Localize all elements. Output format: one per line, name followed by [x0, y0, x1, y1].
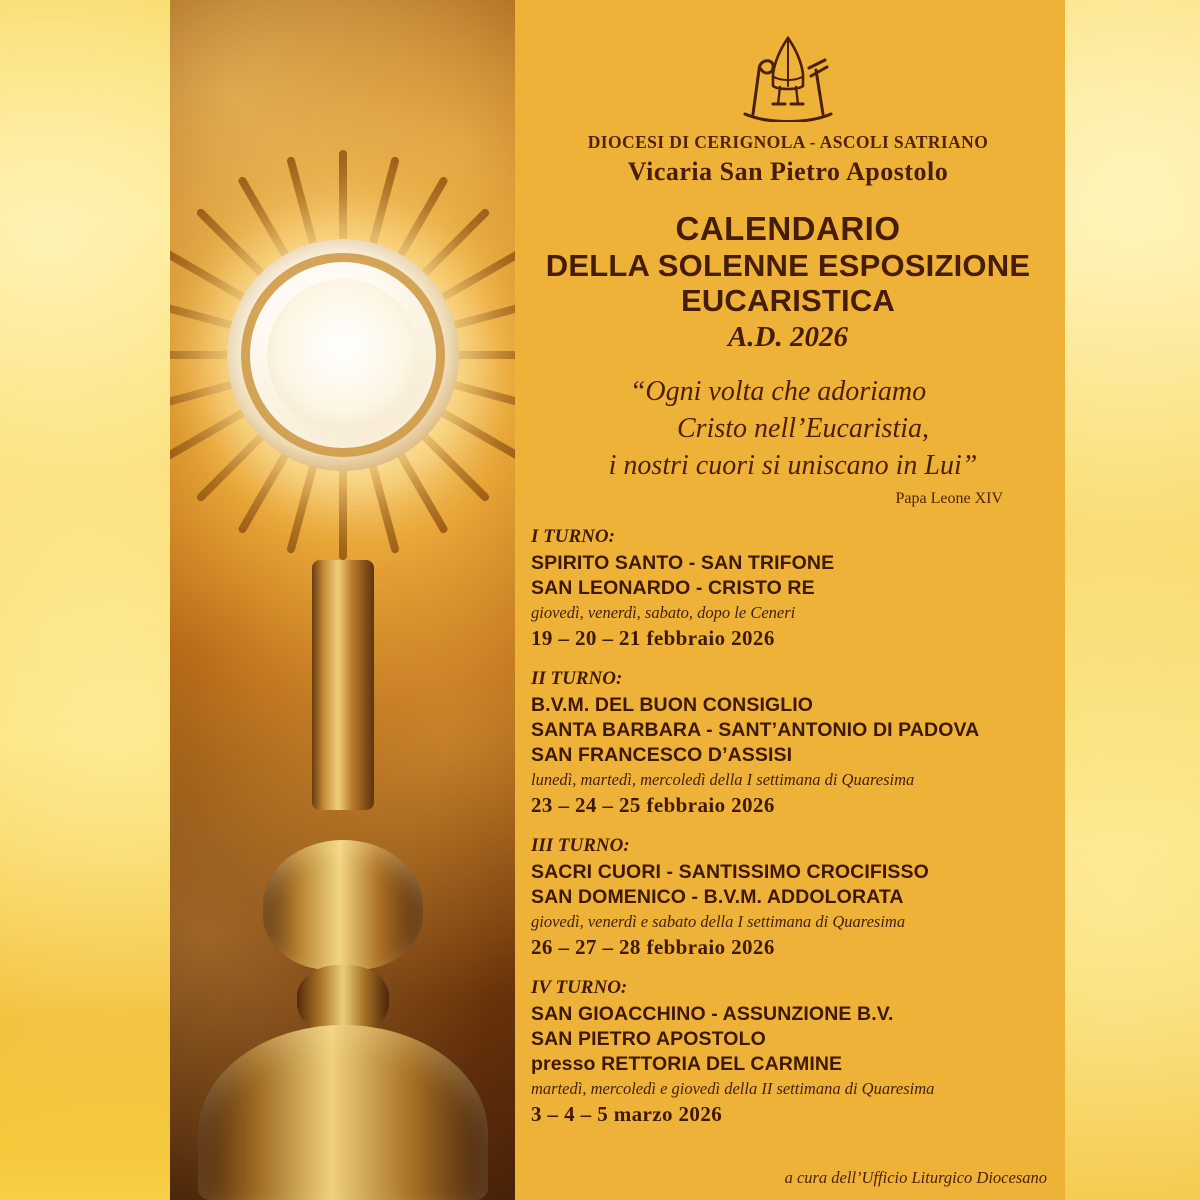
- turn-label: III TURNO:: [531, 835, 630, 857]
- turns-list: [531, 526, 1045, 1127]
- turn-days: giovedì, venerdì e sabato della I settimana di Quaresima: [531, 912, 906, 932]
- turn-item: [531, 977, 1045, 1127]
- turn-item: [531, 668, 1045, 818]
- page-title: [531, 211, 1045, 354]
- title-line-4: A.D. 2026: [727, 320, 849, 353]
- vicaria-line: Vicaria San Pietro Apostolo: [627, 157, 949, 186]
- turn-place: SAN DOMENICO - B.V.M. ADDOLORATA: [531, 886, 904, 909]
- left-gold-band: [0, 0, 170, 1200]
- turn-dates: 26 – 27 – 28 febbraio 2026: [531, 935, 775, 960]
- turn-item: [531, 835, 1045, 960]
- content-panel: [515, 0, 1065, 1200]
- title-line-1: CALENDARIO: [675, 210, 901, 247]
- turn-place: SANTA BARBARA - SANT’ANTONIO DI PADOVA: [531, 719, 980, 742]
- monstrance-photo: [170, 0, 515, 1200]
- turn-place: SAN GIOACCHINO - ASSUNZIONE B.V.: [531, 1003, 894, 1026]
- turn-label: IV TURNO:: [531, 977, 628, 999]
- turn-place: SACRI CUORI - SANTISSIMO CROCIFISSO: [531, 861, 929, 884]
- diocese-line: DIOCESI DI CERIGNOLA - ASCOLI SATRIANO: [587, 132, 989, 152]
- turn-days: martedì, mercoledì e giovedì della II settimana di Quaresima: [531, 1079, 935, 1098]
- footer-credit: a cura dell’Ufficio Liturgico Diocesano: [784, 1168, 1047, 1187]
- right-gold-band: [1065, 0, 1200, 1200]
- turn-dates: 3 – 4 – 5 marzo 2026: [531, 1102, 723, 1126]
- crest: [531, 30, 1045, 122]
- turn-place: presso RETTORIA DEL CARMINE: [531, 1053, 843, 1076]
- turn-days: lunedì, martedì, mercoledì della I settimana di Quaresima: [531, 770, 915, 790]
- turn-place: SAN LEONARDO - CRISTO RE: [531, 577, 815, 600]
- quote-author: Papa Leone XIV: [895, 490, 1003, 508]
- eucharist-host-icon: [227, 239, 459, 471]
- turn-place: SPIRITO SANTO - SAN TRIFONE: [531, 552, 835, 575]
- quote-block: [531, 374, 1045, 485]
- quote-line-2: Cristo nell’Eucaristia,: [677, 412, 929, 444]
- monstrance-knot: [263, 840, 423, 970]
- quote-line-1: “Ogni volta che adoriamo: [629, 375, 927, 407]
- turn-label: II TURNO:: [531, 668, 623, 690]
- turn-place: B.V.M. DEL BUON CONSIGLIO: [531, 694, 814, 717]
- turn-label: I TURNO:: [531, 526, 615, 548]
- title-line-2: DELLA SOLENNE ESPOSIZIONE: [545, 247, 1031, 283]
- quote-line-3: i nostri cuori si uniscano in Lui”: [608, 449, 978, 481]
- turn-place: SAN PIETRO APOSTOLO: [531, 1028, 766, 1051]
- title-line-3: EUCARISTICA: [680, 283, 896, 319]
- monstrance-stem: [312, 560, 374, 810]
- bishop-mitre-crozier-crest-icon: [723, 30, 853, 122]
- turn-item: [531, 526, 1045, 651]
- turn-dates: 19 – 20 – 21 febbraio 2026: [531, 626, 775, 651]
- turn-dates: 23 – 24 – 25 febbraio 2026: [531, 793, 775, 818]
- turn-place: SAN FRANCESCO D’ASSISI: [531, 744, 793, 767]
- turn-days: giovedì, venerdì, sabato, dopo le Ceneri: [531, 603, 796, 623]
